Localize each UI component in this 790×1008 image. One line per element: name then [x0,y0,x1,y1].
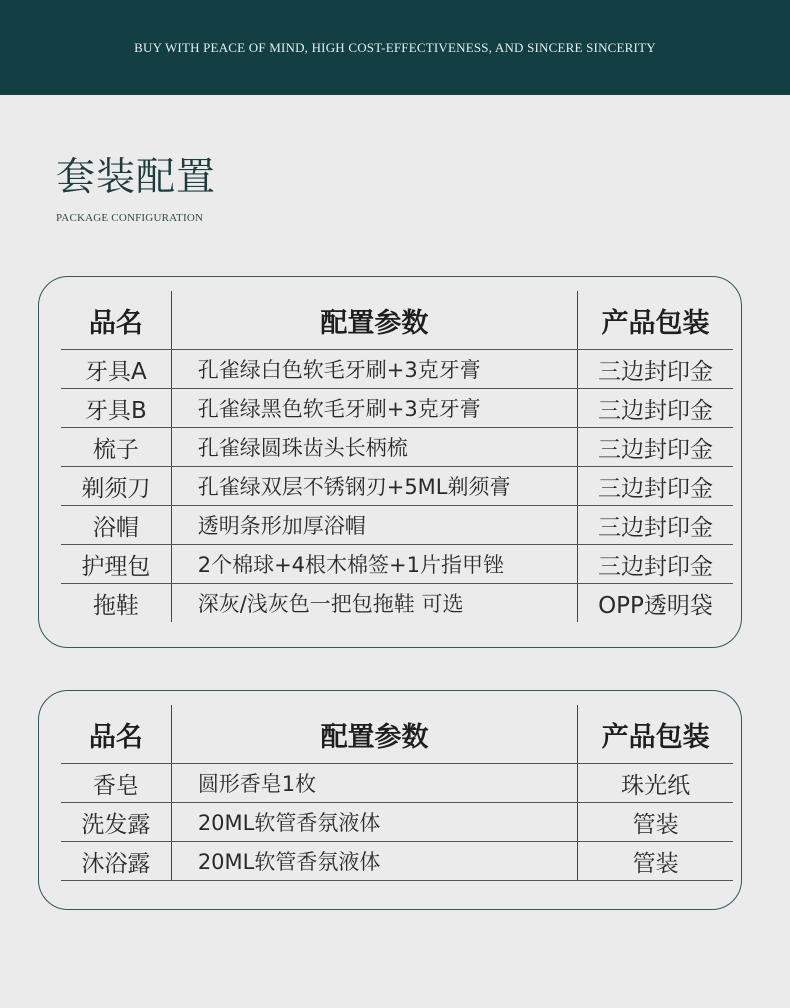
cell-packaging: 三边封印金 [577,506,733,545]
header-packaging: 产品包装 [578,705,733,764]
header-product-name: 品名 [61,705,171,764]
cell-product-name: 护理包 [61,545,171,584]
table-row [61,506,733,545]
header-packaging: 产品包装 [577,291,733,350]
cell-packaging: 三边封印金 [577,467,733,506]
table-row [61,389,733,428]
cell-packaging: 三边封印金 [577,428,733,467]
cell-config: 20ML软管香氛液体 [171,803,578,842]
cell-product-name: 香皂 [61,764,171,803]
header-config-params: 配置参数 [171,291,577,350]
top-banner [0,0,790,95]
config-panel-2 [38,690,742,910]
table-row [61,764,733,803]
table-header-row [61,705,733,764]
table-row [61,584,733,623]
table-row [61,467,733,506]
cell-config: 20ML软管香氛液体 [171,842,578,881]
section-title: 套装配置 [56,155,217,200]
cell-config: 圆形香皂1枚 [171,764,578,803]
config-table-2 [61,705,733,881]
cell-packaging: OPP透明袋 [598,592,713,619]
cell-config: 孔雀绿圆珠齿头长柄梳 [171,428,577,467]
cell-product-name: 剃须刀 [61,467,171,506]
cell-packaging: 三边封印金 [577,389,733,428]
cell-product-name: 拖鞋 [61,584,171,623]
cell-product-name: 牙具A [61,350,171,389]
cell-config: 透明条形加厚浴帽 [171,506,577,545]
table-row [61,803,733,842]
cell-product-name: 洗发露 [61,803,171,842]
cell-packaging: 三边封印金 [577,545,733,584]
cell-product-name: 梳子 [61,428,171,467]
cell-config: 孔雀绿白色软毛牙刷+3克牙膏 [171,350,577,389]
cell-product-name: 牙具B [61,389,171,428]
cell-product-name: 浴帽 [61,506,171,545]
header-config-params: 配置参数 [171,705,578,764]
cell-packaging: 管装 [578,842,733,881]
table-row [61,350,733,389]
cell-packaging: 珠光纸 [578,764,733,803]
cell-product-name: 沐浴露 [61,842,171,881]
cell-packaging: 三边封印金 [577,350,733,389]
header-product-name: 品名 [61,291,171,350]
cell-packaging: 管装 [578,803,733,842]
table-header-row [61,291,733,350]
config-table-1 [61,291,733,622]
table-row [61,545,733,584]
cell-config: 2个棉球+4根木棉签+1片指甲锉 [171,545,577,584]
table-row [61,428,733,467]
config-panel-1 [38,276,742,648]
cell-config: 孔雀绿黑色软毛牙刷+3克牙膏 [171,389,577,428]
section-subtitle: PACKAGE CONFIGURATION [56,212,204,224]
cell-config: 深灰/浅灰色一把包拖鞋 可选 [171,584,577,623]
banner-slogan: BUY WITH PEACE OF MIND, HIGH COST-EFFECTIVENESS, AND SINCERE SINCERITY [134,39,656,55]
cell-config: 孔雀绿双层不锈钢刃+5ML剃须膏 [171,467,577,506]
table-row [61,842,733,881]
